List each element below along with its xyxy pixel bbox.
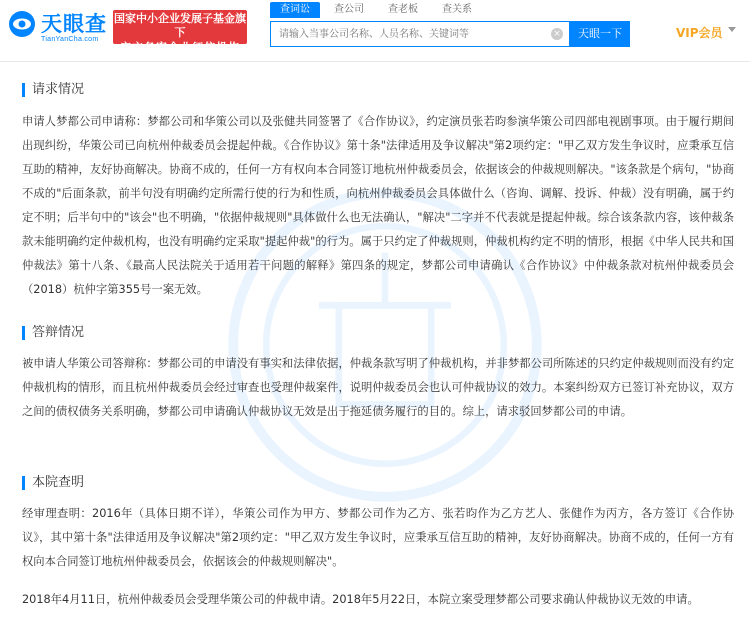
findings-paragraph-2: 2018年4月11日，杭州仲裁委员会受理华策公司的仲裁申请。2018年5月22日，本院立案受理梦都公司要求确认仲裁协议无效的申请。 bbox=[22, 593, 699, 606]
vip-link[interactable]: VIP会员 bbox=[676, 26, 723, 40]
judgment-content bbox=[0, 62, 750, 629]
section-title-request: 请求情况 bbox=[22, 81, 84, 99]
search-input[interactable] bbox=[279, 25, 539, 43]
tab-company[interactable]: 查公司 bbox=[334, 4, 364, 15]
badge-line1: 国家中小企业发展子基金旗下 bbox=[114, 12, 246, 39]
section-title-findings: 本院查明 bbox=[22, 474, 84, 492]
tab-lawsuit[interactable]: 查词讼 bbox=[270, 2, 320, 18]
tab-boss[interactable]: 查老板 bbox=[388, 4, 418, 15]
search-box bbox=[270, 21, 570, 47]
defense-paragraph: 被申请人华策公司答辩称：梦都公司的申请没有事实和法律依据，仲裁条款写明了仲裁机构，并非梦都公司所陈述的只约定仲裁规则而没有约定仲裁机构的情形，而且杭州仲裁委员会经过审查也受理仲裁案件，说明仲裁委员会也认可仲裁协议的效力。本案纠纷双方已签订补充协议，双方之间的债权债务关系明确，梦都公司申请确认仲裁协议无效是出于拖延债务履行的目的。综上，请求驳回梦都公司的申请。 bbox=[22, 357, 734, 418]
official-badge bbox=[113, 10, 247, 54]
badge-line2: 官方备案企业征信机构 bbox=[120, 41, 240, 54]
clear-icon[interactable]: × bbox=[551, 28, 563, 40]
search-area bbox=[270, 2, 630, 46]
logo-subtitle: TianYanCha.com bbox=[41, 36, 99, 43]
chevron-down-icon[interactable] bbox=[728, 27, 736, 32]
logo-text: 天眼查 bbox=[41, 12, 107, 36]
findings-paragraph: 经审理查明：2016年（具体日期不详），华策公司作为甲方、梦都公司作为乙方、张若昀作为乙方艺人、张健作为丙方，各方签订《合作协议》，其中第十条"法律适用及争议解决"第2项约定："甲乙双方发生争议时，应秉承互信互助的精神，友好协商解决。协商不成的，任何一方有权向本合同签订地杭州仲裁委员会，依据该会的仲裁规则解决"。 bbox=[22, 507, 734, 568]
top-header bbox=[0, 0, 750, 62]
search-button[interactable]: 天眼一下 bbox=[570, 21, 630, 47]
tab-relation[interactable]: 查关系 bbox=[442, 4, 472, 15]
search-tabs bbox=[270, 2, 486, 20]
eye-logo-icon bbox=[8, 10, 36, 38]
logo[interactable] bbox=[8, 8, 108, 50]
section-title-defense: 答辩情况 bbox=[22, 324, 84, 342]
request-paragraph: 申请人梦都公司申请称：梦都公司和华策公司以及张健共同签署了《合作协议》，约定演员张若昀参演华策公司四部电视剧事项。由于履行期间出现纠纷，华策公司已向杭州仲裁委员会提起仲裁。《合作协议》第十条"法律适用及争议解决"第2项约定："甲乙双方发生争议时，应秉承互信互助的精神，友好协商解决。协商不成的，任何一方有权向本合同签订地杭州仲裁委员会，依据该会的仲裁规则解决。"该条款是个病句，"协商不成的"后面条款，前半句没有明确约定所需行使的行为和性质，向杭州仲裁委员会具体做什么（咨询、调解、投诉、仲裁）没有明确，属于约定不明；后半句中的"该会"也不明确，"依据仲裁规则"具体做什么也无法确认，"解决"二字并不代表就是提起仲裁。综合该条款内容，该仲裁条款未能明确约定仲裁机构，也没有明确约定采取"提起仲裁"的行为。属于只约定了仲裁规则，仲裁机构约定不明的情形，根据《中华人民共和国仲裁法》第十八条、《最高人民法院关于适用若干问题的解释》第四条的规定，梦都公司申请确认《合作协议》中仲裁条款对杭州仲裁委员会（2018）杭仲字第355号一案无效。 bbox=[22, 115, 734, 296]
